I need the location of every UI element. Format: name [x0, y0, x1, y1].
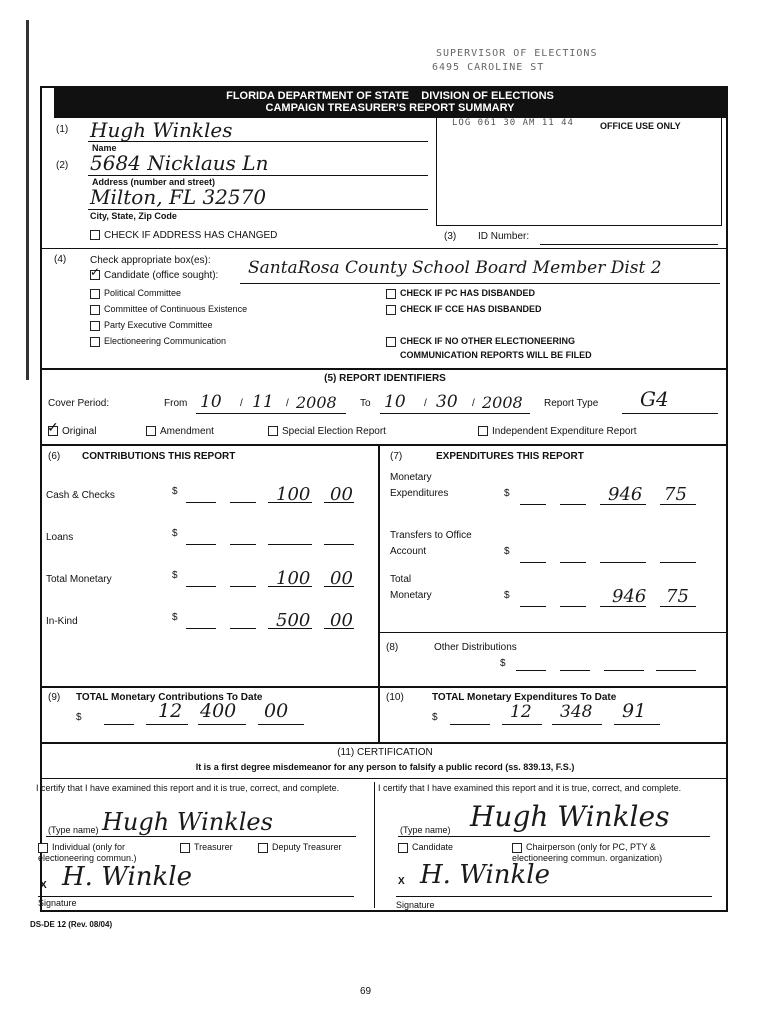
amount-underline [552, 724, 602, 725]
name-value[interactable]: Hugh Winkles [90, 118, 233, 142]
independent-expenditure-checkbox[interactable] [478, 426, 637, 437]
checkbox-icon [386, 305, 396, 315]
report-type-label: Report Type [544, 398, 599, 409]
type-name-left-label: (Type name) [48, 825, 99, 835]
contribution-dollars[interactable]: 500 [276, 610, 311, 631]
address-value[interactable]: 5684 Nicklaus Ln [90, 151, 269, 175]
certification-warning: It is a first degree misdemeanor for any person to falsify a public record (ss. 839.13, F.S.) [195, 762, 575, 772]
id-number-label: ID Number: [478, 231, 530, 242]
individual-label: Individual (only for electioneering commun.) [38, 842, 137, 863]
total-exp-hundreds[interactable]: 348 [560, 702, 593, 722]
total-contrib-hundreds[interactable]: 400 [200, 700, 237, 722]
type-name-right-value[interactable]: Hugh Winkles [470, 800, 670, 833]
candidate-label: Candidate (office sought): [104, 270, 219, 281]
pc-disbanded-checkbox[interactable] [386, 288, 535, 299]
right-signature-x: X [398, 876, 405, 887]
checkbox-checked-icon: ✓ [47, 419, 59, 436]
cert-vertical-divider [374, 782, 375, 908]
candidate-cert-checkbox[interactable] [398, 842, 453, 853]
received-stamp-line1: SUPERVISOR OF ELECTIONS [436, 48, 598, 59]
page-number: 69 [360, 986, 372, 997]
checkbox-icon [478, 426, 488, 436]
contribution-cents[interactable]: 00 [330, 484, 353, 505]
dollar-sign: $ [172, 570, 178, 581]
section7-num: (7) [390, 451, 403, 462]
section10-num: (10) [386, 692, 404, 703]
monetary-exp-cents[interactable]: 75 [664, 484, 687, 505]
right-signature-line[interactable] [396, 896, 712, 897]
contribution-dollars[interactable]: 100 [276, 484, 311, 505]
checkbox-icon [90, 230, 100, 240]
electioneering-label: Electioneering Communication [104, 336, 227, 346]
checkbox-icon [180, 843, 190, 853]
checkbox-icon [90, 305, 100, 315]
left-signature-label: Signature [38, 898, 77, 908]
from-day[interactable]: 11 [252, 392, 274, 412]
left-signature-line[interactable] [38, 896, 354, 897]
checkbox-icon [512, 843, 522, 853]
contribution-row-label: Cash & Checks [46, 490, 115, 501]
cce-checkbox[interactable] [90, 304, 247, 315]
expenditures-title: EXPENDITURES THIS REPORT [436, 451, 584, 462]
amendment-label: Amendment [160, 426, 214, 437]
political-committee-checkbox[interactable] [90, 288, 181, 299]
amount-underline [614, 724, 660, 725]
amount-blank [186, 502, 216, 503]
date-slash: / [240, 398, 243, 409]
contribution-row-label: Loans [46, 532, 74, 543]
date-slash: / [286, 398, 289, 409]
scan-edge [26, 20, 29, 380]
amount-blank [560, 606, 586, 607]
checkbox-icon [258, 843, 268, 853]
cce-disbanded-checkbox[interactable] [386, 304, 542, 315]
total-contrib-cents[interactable]: 00 [264, 700, 289, 722]
divider-sec8 [380, 632, 726, 633]
amount-underline [502, 724, 542, 725]
cover-period-label: Cover Period: [48, 398, 110, 409]
header-dept: FLORIDA DEPARTMENT OF STATE [226, 90, 410, 102]
certification-title: (11) CERTIFICATION [337, 747, 433, 758]
candidate-cert-label: Candidate [412, 842, 454, 852]
dollar-sign: $ [500, 658, 506, 669]
amount-blank [520, 606, 546, 607]
report-type-underline [622, 413, 718, 414]
right-signature-image: H. Winkle [420, 860, 550, 890]
cce-label: Committee of Continuous Existence [104, 304, 248, 314]
address-underline [88, 175, 428, 176]
amount-blank [186, 628, 216, 629]
amount-blank [230, 544, 256, 545]
amount-blank [520, 504, 546, 505]
political-committee-label: Political Committee [104, 288, 182, 298]
amount-underline [268, 628, 312, 629]
report-identifiers-title: (5) REPORT IDENTIFIERS [324, 373, 446, 384]
checkbox-icon [146, 426, 156, 436]
electioneering-checkbox[interactable] [90, 336, 226, 347]
amount-blank [560, 670, 590, 671]
header-title: CAMPAIGN TREASURER'S REPORT SUMMARY [265, 102, 515, 114]
amount-underline [324, 628, 354, 629]
to-label: To [360, 398, 371, 409]
amount-underline [600, 606, 646, 607]
transfers-label-2: Account [390, 546, 427, 557]
office-use-box [436, 116, 722, 226]
office-use-label: OFFICE USE ONLY [600, 121, 681, 131]
date-slash: / [424, 398, 427, 409]
independent-expenditure-label: Independent Expenditure Report [492, 426, 637, 437]
right-signature-label: Signature [396, 900, 435, 910]
amount-blank [660, 562, 696, 563]
office-sought-underline [240, 283, 720, 284]
contribution-cents[interactable]: 00 [330, 610, 353, 631]
certify-right-text: I certify that I have examined this report and it is true, correct, and complete. [378, 783, 682, 793]
amount-underline [268, 544, 312, 545]
type-name-left-value[interactable]: Hugh Winkles [102, 808, 273, 836]
amount-blank [604, 670, 644, 671]
received-stamp-line2: 6495 CAROLINE ST [432, 62, 545, 73]
original-checkbox[interactable] [47, 419, 97, 437]
divider-sec11 [42, 742, 726, 744]
name-label: Name [92, 143, 117, 153]
amount-underline [146, 724, 188, 725]
dollar-sign: $ [76, 712, 82, 723]
form-header [54, 88, 726, 118]
amount-underline [324, 544, 354, 545]
total-exp-title: TOTAL Monetary Expenditures To Date [432, 692, 617, 703]
individual-checkbox[interactable] [38, 842, 168, 863]
from-month[interactable]: 10 [200, 392, 222, 412]
dollar-sign: $ [172, 486, 178, 497]
checkbox-checked-icon: ✓ [90, 265, 101, 280]
checkbox-icon [90, 289, 100, 299]
amount-underline [258, 724, 304, 725]
total-label-1: Total [390, 574, 412, 585]
no-other-checkbox[interactable] [386, 336, 575, 347]
divider-sec6 [42, 444, 726, 446]
divider-sec5 [42, 368, 726, 370]
to-date-underline [380, 413, 530, 414]
left-signature-x: X [40, 880, 47, 891]
amendment-checkbox[interactable] [146, 426, 214, 437]
checkbox-icon [386, 289, 396, 299]
from-year[interactable]: 2008 [296, 393, 337, 412]
cce-disbanded-label: CHECK IF CCE HAS DISBANDED [400, 304, 542, 314]
checkbox-icon [386, 337, 396, 347]
type-name-right-label: (Type name) [400, 825, 451, 835]
id-number-field[interactable] [540, 244, 718, 245]
address-changed-label: CHECK IF ADDRESS HAS CHANGED [104, 230, 278, 241]
section3-num: (3) [444, 231, 457, 242]
original-label: Original [62, 426, 97, 437]
transfers-label-1: Transfers to Office [390, 530, 472, 541]
city-value[interactable]: Milton, FL 32570 [90, 185, 267, 209]
left-signature-image: H. Winkle [62, 862, 192, 892]
city-label: City, State, Zip Code [90, 211, 177, 221]
checkbox-icon [90, 337, 100, 347]
to-year[interactable]: 2008 [482, 393, 523, 412]
contribution-row-label: Total Monetary [46, 574, 112, 585]
amount-blank [230, 502, 256, 503]
amount-blank [560, 504, 586, 505]
total-exp-thousands[interactable]: 12 [510, 702, 532, 722]
divider-cert [42, 778, 726, 779]
address-changed-checkbox[interactable] [90, 230, 277, 241]
office-log-stamp: LOG 061 30 AM 11 44 [452, 118, 574, 128]
checkbox-icon [398, 843, 408, 853]
header-division: DIVISION OF ELECTIONS [421, 90, 554, 102]
office-sought-value[interactable]: SantaRosa County School Board Member Dist 2 [248, 258, 662, 278]
dollar-sign: $ [172, 528, 178, 539]
section4-num: (4) [54, 254, 67, 265]
contribution-cents[interactable]: 00 [330, 568, 353, 589]
dollar-sign: $ [504, 590, 510, 601]
candidate-checkbox[interactable] [90, 265, 219, 281]
checkbox-icon [38, 843, 48, 853]
section1-num: (1) [56, 124, 69, 135]
amount-blank [600, 562, 646, 563]
no-other-label-1: CHECK IF NO OTHER ELECTIONEERING [400, 336, 576, 346]
section8-num: (8) [386, 642, 399, 653]
certify-left-text: I certify that I have examined this report and it is true, correct, and complete. [36, 783, 340, 793]
dollar-sign: $ [504, 488, 510, 499]
report-type-value[interactable]: G4 [640, 387, 669, 411]
address-label: Address (number and street) [92, 177, 216, 187]
from-date-underline [196, 413, 346, 414]
to-day[interactable]: 30 [436, 392, 458, 412]
amount-blank [104, 724, 134, 725]
total-exp-cents[interactable]: 75 [666, 586, 689, 607]
total-contrib-thousands[interactable]: 12 [158, 700, 183, 722]
amount-underline [268, 586, 312, 587]
total-label-2: Monetary [390, 590, 432, 601]
amount-underline [198, 724, 246, 725]
contributions-title: CONTRIBUTIONS THIS REPORT [82, 451, 236, 462]
amount-blank [186, 586, 216, 587]
amount-blank [230, 586, 256, 587]
total-contrib-title: TOTAL Monetary Contributions To Date [76, 692, 263, 703]
amount-blank [520, 562, 546, 563]
dollar-sign: $ [172, 612, 178, 623]
section2-num: (2) [56, 160, 69, 171]
monetary-label-2: Expenditures [390, 488, 449, 499]
vertical-divider [378, 444, 380, 744]
to-month[interactable]: 10 [384, 392, 406, 412]
monetary-exp-dollars[interactable]: 946 [608, 484, 643, 505]
total-exp-to-date-cents[interactable]: 91 [622, 700, 647, 722]
deputy-treasurer-label: Deputy Treasurer [272, 842, 342, 852]
amount-underline [660, 606, 696, 607]
monetary-label-1: Monetary [390, 472, 432, 483]
amount-blank [186, 544, 216, 545]
checkbox-icon [90, 321, 100, 331]
treasurer-checkbox[interactable] [180, 842, 233, 853]
amount-underline [324, 502, 354, 503]
amount-blank [516, 670, 546, 671]
party-exec-label: Party Executive Committee [104, 320, 213, 330]
section9-num: (9) [48, 692, 61, 703]
date-slash: / [472, 398, 475, 409]
divider-sec9 [42, 686, 726, 688]
amount-underline [324, 586, 354, 587]
amount-blank [450, 724, 490, 725]
no-other-label-2: COMMUNICATION REPORTS WILL BE FILED [400, 350, 592, 360]
other-distributions-title: Other Distributions [434, 642, 517, 653]
from-label: From [164, 398, 188, 409]
check-boxes-label: Check appropriate box(es): [90, 255, 211, 266]
amount-blank [656, 670, 696, 671]
contribution-dollars[interactable]: 100 [276, 568, 311, 589]
city-underline [88, 209, 428, 210]
amount-blank [230, 628, 256, 629]
type-name-right-underline [398, 836, 710, 837]
divider-sec3 [42, 248, 726, 249]
special-election-label: Special Election Report [282, 426, 386, 437]
deputy-treasurer-checkbox[interactable] [258, 842, 342, 853]
checkbox-icon [268, 426, 278, 436]
dollar-sign: $ [504, 546, 510, 557]
section6-num: (6) [48, 451, 61, 462]
total-exp-dollars[interactable]: 946 [612, 586, 647, 607]
contribution-row-label: In-Kind [46, 616, 78, 627]
party-exec-checkbox[interactable] [90, 320, 213, 331]
amount-underline [268, 502, 312, 503]
treasurer-label: Treasurer [194, 842, 233, 852]
type-name-left-underline [46, 836, 356, 837]
amount-underline [600, 504, 646, 505]
pc-disbanded-label: CHECK IF PC HAS DISBANDED [400, 288, 536, 298]
amount-blank [560, 562, 586, 563]
amount-underline [660, 504, 696, 505]
chairperson-label: Chairperson (only for PC, PTY & electioneering commun. organization) [512, 842, 663, 863]
dollar-sign: $ [432, 712, 438, 723]
form-id: DS-DE 12 (Rev. 08/04) [30, 920, 113, 929]
special-election-checkbox[interactable] [268, 426, 386, 437]
name-underline [88, 141, 428, 142]
